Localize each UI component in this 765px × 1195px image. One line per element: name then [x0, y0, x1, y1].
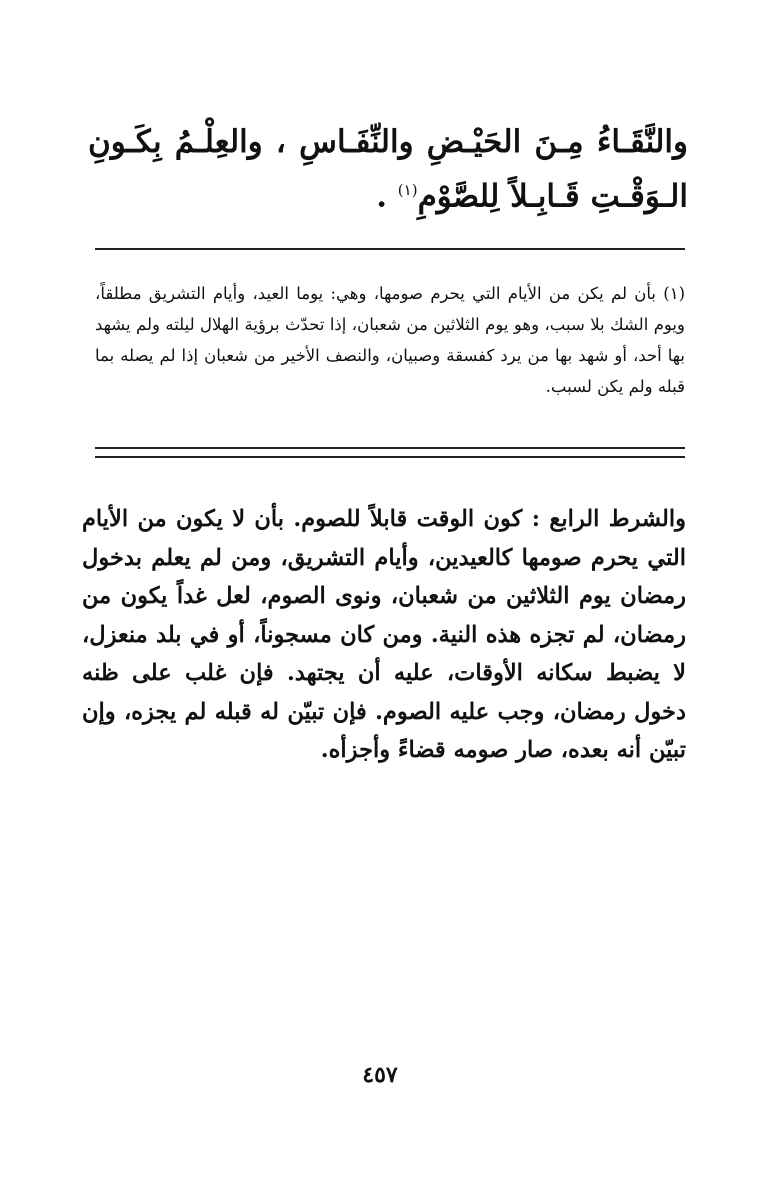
- verse-text: [88, 118, 688, 220]
- footnote-marker: (١): [397, 181, 418, 199]
- page-number: ٤٥٧: [362, 1062, 398, 1088]
- body-paragraph: والشرط الرابع : كون الوقت قابلاً للصوم. بأن لا يكون من الأيام التي يحرم صومها كالعيدين، وأيام التشريق، ومن لم يعلم بدخول رمضان يوم الثلاثين من شعبان، ونوى الصوم، لعل غداً يكون من رمضان، لم تجزه هذه النية. ومن كان مسجوناً، أو في بلد منعزل، لا يضبط سكانه الأوقات، عليه أن يجتهد. فإن غلب على ظنه دخول رمضان، وجب عليه الصوم. فإن تبيّن له قبله لم يجزه، وإن تبيّن أنه بعده، صار صومه قضاءً وأجزأه.: [82, 506, 686, 763]
- section-divider-line-1: [95, 447, 685, 449]
- section-divider-line-2: [95, 456, 685, 458]
- footnote-separator-top: [95, 248, 685, 250]
- footnote-text: (١) بأن لم يكن من الأيام التي يحرم صومها، وهي: يوما العيد، وأيام التشريق مطلقاً، ويوم الشك بلا سبب، وهو يوم الثلاثين من شعبان، إذا تحدّث برؤية الهلال ليلته ولم يشهد بها أحد، أو شهد بها من يرد كفسقة وصبيان، والنصف الأخير من شعبان إذا لم يصله بما قبله ولم يكن لسبب.: [95, 284, 685, 396]
- verse-main: والنَّقَـاءُ مِـنَ الحَيْـضِ والنِّفَـاسِ ، والعِلْـمُ بِكَـونِ الـوَقْـتِ قَـابِـلاً لِلصَّوْمِ: [88, 124, 688, 215]
- verse-end: .: [376, 178, 398, 215]
